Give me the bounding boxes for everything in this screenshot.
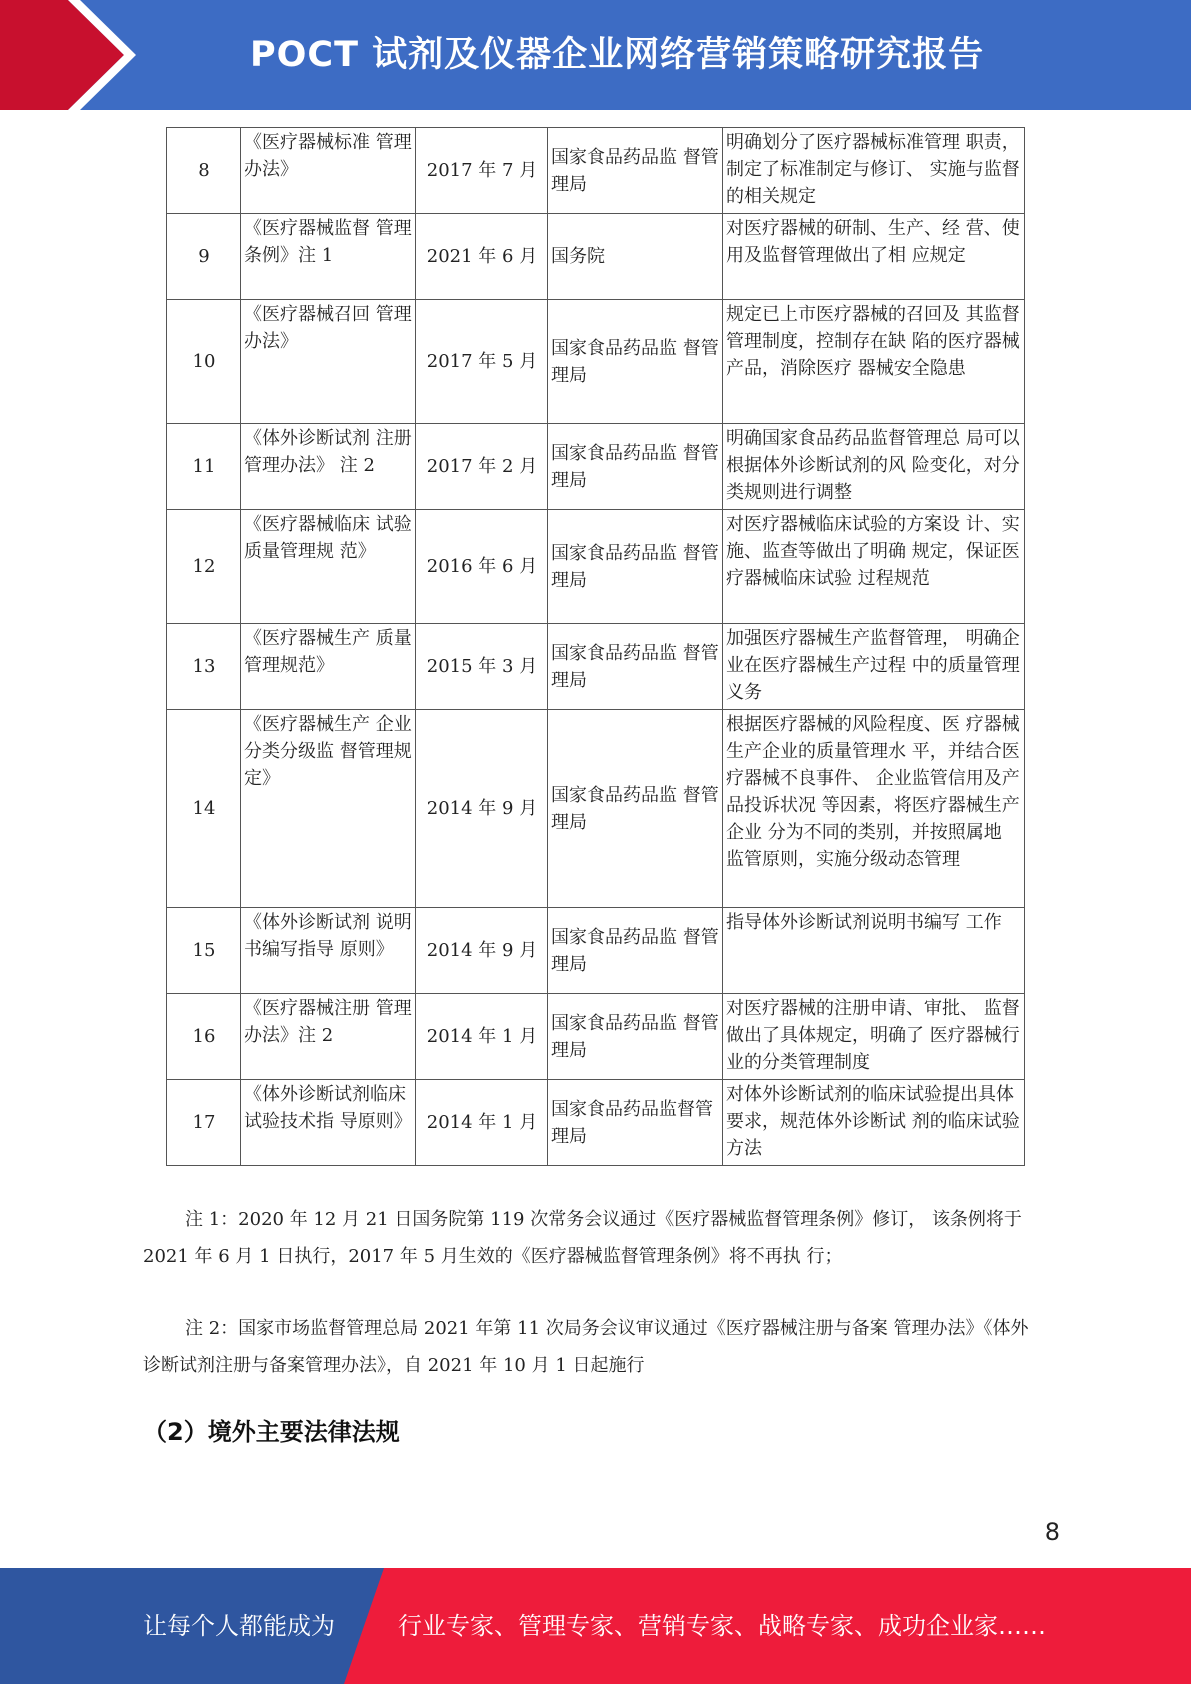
effective-date: 2017 年 2 月 [416, 424, 548, 510]
table-row [167, 424, 1025, 510]
issuing-authority: 国家食品药品监 督管理局 [548, 510, 723, 624]
issuing-authority: 国家食品药品监 督管理局 [548, 994, 723, 1080]
regulation-name: 《体外诊断试剂 注册管理办法》 注 2 [241, 424, 416, 510]
table-row [167, 128, 1025, 214]
issuing-authority: 国家食品药品监 督管理局 [548, 128, 723, 214]
row-number: 14 [167, 710, 241, 908]
issuing-authority: 国家食品药品监 督管理局 [548, 908, 723, 994]
table-row [167, 908, 1025, 994]
row-number: 12 [167, 510, 241, 624]
report-title: POCT 试剂及仪器企业网络营销策略研究报告 [250, 35, 985, 75]
issuing-authority: 国家食品药品监督管理局 [548, 1080, 723, 1166]
regulation-description: 指导体外诊断试剂说明书编写 工作 [723, 908, 1025, 994]
regulation-name: 《医疗器械生产 质量管理规范》 [241, 624, 416, 710]
row-number: 15 [167, 908, 241, 994]
regulation-description: 规定已上市医疗器械的召回及 其监督管理制度，控制存在缺 陷的医疗器械产品，消除医疗 器械安全隐患 [723, 300, 1025, 424]
regulation-description: 对医疗器械临床试验的方案设 计、实施、监查等做出了明确 规定，保证医疗器械临床试验 过程规范 [723, 510, 1025, 624]
regulation-description: 对医疗器械的研制、生产、经 营、使用及监督管理做出了相 应规定 [723, 214, 1025, 300]
table-row [167, 710, 1025, 908]
regulation-description: 根据医疗器械的风险程度、医 疗器械生产企业的质量管理水 平，并结合医疗器械不良事件、 企业监管信用及产品投诉状况 等因素，将医疗器械生产企业 分为不同的类别，并按照属地 监管原则，实施分级动态管理 [723, 710, 1025, 908]
page-number: 8 [1044, 1518, 1060, 1546]
regulation-description: 加强医疗器械生产监督管理， 明确企业在医疗器械生产过程 中的质量管理义务 [723, 624, 1025, 710]
regulations-table [166, 127, 1025, 1166]
footer-slogan-left: 让每个人都能成为 [143, 1612, 335, 1640]
page-footer [0, 1568, 1191, 1684]
effective-date: 2016 年 6 月 [416, 510, 548, 624]
effective-date: 2014 年 1 月 [416, 994, 548, 1080]
effective-date: 2017 年 7 月 [416, 128, 548, 214]
table-row [167, 624, 1025, 710]
regulation-description: 对体外诊断试剂的临床试验提出具体要求，规范体外诊断试 剂的临床试验方法 [723, 1080, 1025, 1166]
page-header [0, 0, 1191, 110]
regulation-name: 《医疗器械生产 企业分类分级监 督管理规定》 [241, 710, 416, 908]
table-row [167, 994, 1025, 1080]
issuing-authority: 国家食品药品监 督管理局 [548, 300, 723, 424]
issuing-authority: 国家食品药品监 督管理局 [548, 710, 723, 908]
table-row [167, 1080, 1025, 1166]
regulation-name: 《体外诊断试剂 说明书编写指导 原则》 [241, 908, 416, 994]
table-row [167, 300, 1025, 424]
row-number: 17 [167, 1080, 241, 1166]
footer-slogan-right: 行业专家、管理专家、营销专家、战略专家、成功企业家…… [398, 1612, 1046, 1640]
regulation-name: 《医疗器械召回 管理办法》 [241, 300, 416, 424]
regulation-name: 《医疗器械监督 管理条例》注 1 [241, 214, 416, 300]
footnote-1: 注 1：2020 年 12 月 21 日国务院第 119 次常务会议通过《医疗器械监督管理条例》修订， 该条例将于 2021 年 6 月 1 日执行，2017 年 5 月生效的《医疗器械监督管理条例》将不再执 行； [143, 1209, 1022, 1267]
regulation-description: 对医疗器械的注册申请、审批、 监督做出了具体规定，明确了 医疗器械行业的分类管理制度 [723, 994, 1025, 1080]
header-arrow-flag-icon [0, 0, 150, 110]
effective-date: 2014 年 1 月 [416, 1080, 548, 1166]
regulation-name: 《医疗器械临床 试验质量管理规 范》 [241, 510, 416, 624]
row-number: 16 [167, 994, 241, 1080]
row-number: 10 [167, 300, 241, 424]
effective-date: 2021 年 6 月 [416, 214, 548, 300]
effective-date: 2015 年 3 月 [416, 624, 548, 710]
regulation-description: 明确划分了医疗器械标准管理 职责，制定了标准制定与修订、 实施与监督的相关规定 [723, 128, 1025, 214]
row-number: 13 [167, 624, 241, 710]
regulation-name: 《医疗器械标准 管理办法》 [241, 128, 416, 214]
section-heading: （2）境外主要法律法规 [143, 1418, 400, 1446]
effective-date: 2014 年 9 月 [416, 908, 548, 994]
table-row [167, 510, 1025, 624]
row-number: 9 [167, 214, 241, 300]
regulation-description: 明确国家食品药品监督管理总 局可以根据体外诊断试剂的风 险变化，对分类规则进行调整 [723, 424, 1025, 510]
footnote-2: 注 2：国家市场监督管理总局 2021 年第 11 次局务会议审议通过《医疗器械注册与备案 管理办法》《体外诊断试剂注册与备案管理办法》，自 2021 年 10 月 1 日起施行 [143, 1318, 1029, 1376]
table-row [167, 214, 1025, 300]
row-number: 11 [167, 424, 241, 510]
row-number: 8 [167, 128, 241, 214]
effective-date: 2017 年 5 月 [416, 300, 548, 424]
issuing-authority: 国家食品药品监 督管理局 [548, 624, 723, 710]
effective-date: 2014 年 9 月 [416, 710, 548, 908]
regulation-name: 《体外诊断试剂临床试验技术指 导原则》 [241, 1080, 416, 1166]
regulation-name: 《医疗器械注册 管理办法》注 2 [241, 994, 416, 1080]
issuing-authority: 国家食品药品监 督管理局 [548, 424, 723, 510]
issuing-authority: 国务院 [548, 214, 723, 300]
